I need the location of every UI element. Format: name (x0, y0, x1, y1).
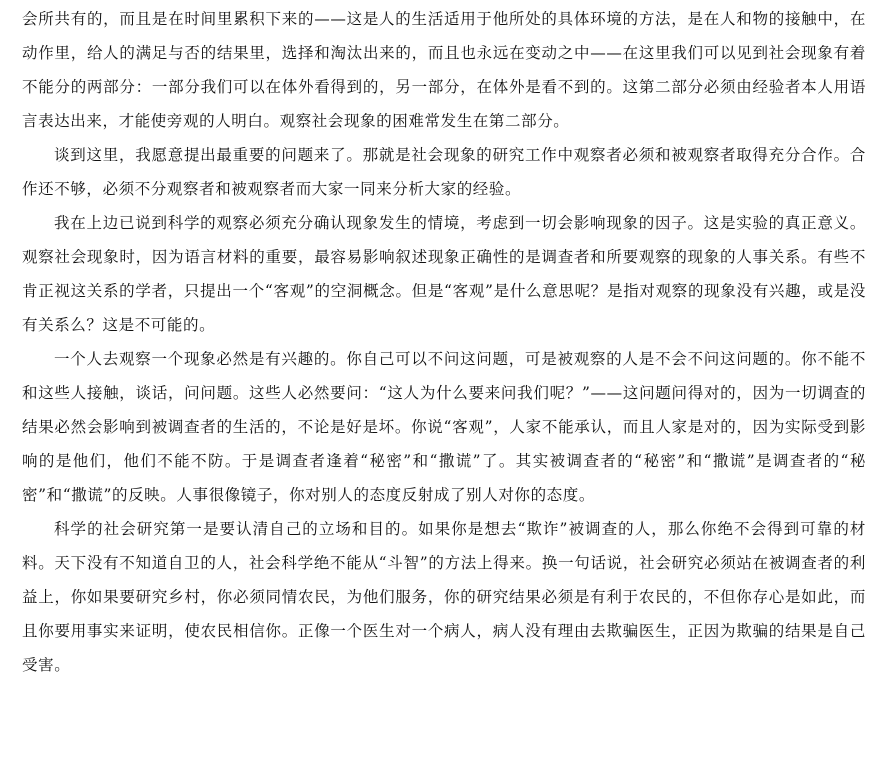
paragraph-4: 一个人去观察一个现象必然是有兴趣的。你自己可以不问这问题，可是被观察的人是不会不问这问题的。你不能不和这些人接触，谈话，问问题。这些人必然要问：“这人为什么要来问我们呢？”——这问题问得对的，因为一切调查的结果必然会影响到被调查者的生活的，不论是好是坏。你说“客观”，人家不能承认，而且人家是对的，因为实际受到影响的是他们，他们不能不防。于是调查者逢着“秘密”和“撒谎”了。其实被调查者的“秘密”和“撒谎”是调查者的“秘密”和“撒谎”的反映。人事很像镜子，你对别人的态度反射成了别人对你的态度。 (22, 350, 866, 504)
paragraph-5: 科学的社会研究第一是要认清自己的立场和目的。如果你是想去“欺诈”被调查的人，那么你绝不会得到可靠的材料。天下没有不知道自卫的人，社会科学绝不能从“斗智”的方法上得来。换一句话说，社会研究必须站在被调查者的利益上，你如果要研究乡村，你必须同情农民，为他们服务，你的研究结果必须是有利于农民的，不但你存心是如此，而且你要用事实来证明，使农民相信你。正像一个医生对一个病人，病人没有理由去欺骗医生，正因为欺骗的结果是自己受害。 (22, 520, 866, 674)
paragraph-1: 会所共有的，而且是在时间里累积下来的——这是人的生活适用于他所处的具体环境的方法，是在人和物的接触中，在动作里，给人的满足与否的结果里，选择和淘汰出来的，而且也永远在变动之中——在这里我们可以见到社会现象有着不能分的两部分：一部分我们可以在体外看得到的，另一部分，在体外是看不到的。这第二部分必须由经验者本人用语言表达出来，才能使旁观的人明白。观察社会现象的困难常发生在第二部分。 (22, 10, 866, 130)
paragraph-3: 我在上边已说到科学的观察必须充分确认现象发生的情境，考虑到一切会影响现象的因子。这是实验的真正意义。观察社会现象时，因为语言材料的重要，最容易影响叙述现象正确性的是调查者和所要观察的现象的人事关系。有些不肯正视这关系的学者，只提出一个“客观”的空洞概念。但是“客观”是什么意思呢？是指对观察的现象没有兴趣，或是没有关系么？这是不可能的。 (22, 214, 866, 334)
paragraph-2: 谈到这里，我愿意提出最重要的问题来了。那就是社会现象的研究工作中观察者必须和被观察者取得充分合作。合作还不够，必须不分观察者和被观察者而大家一同来分析大家的经验。 (22, 146, 866, 198)
